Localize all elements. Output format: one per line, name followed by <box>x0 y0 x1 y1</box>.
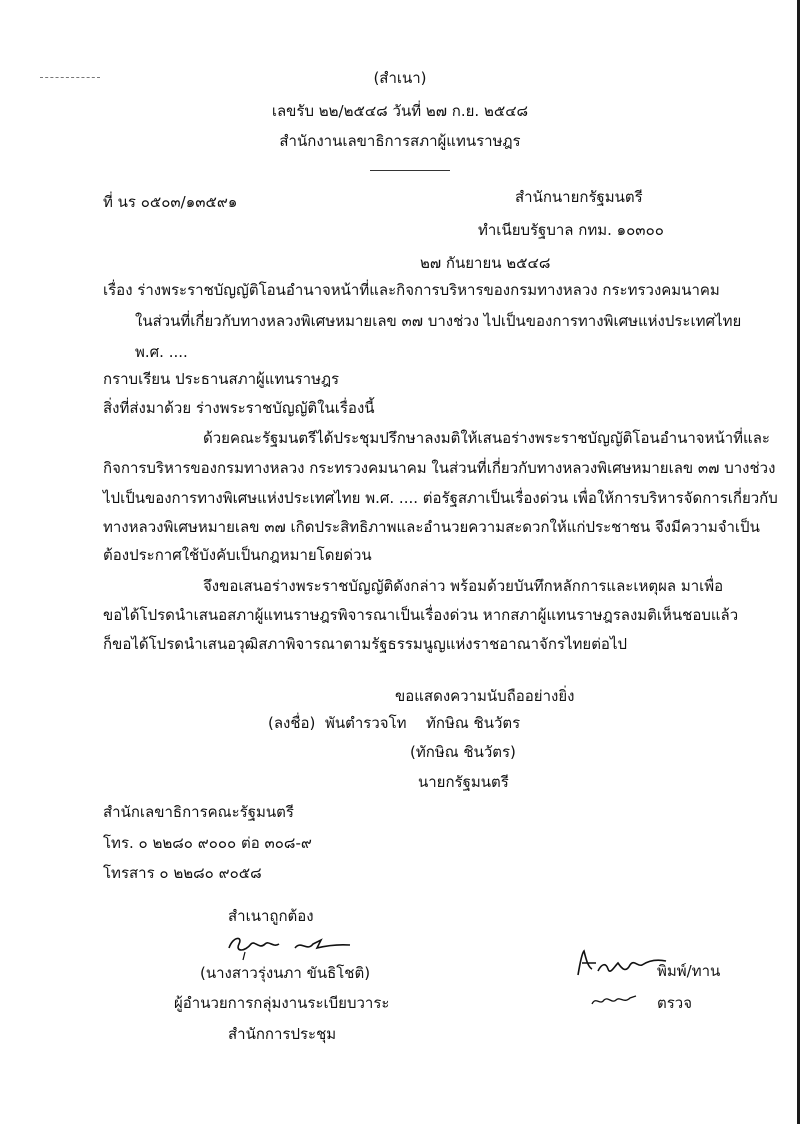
signer-name: ทักษิณ ชินวัตร <box>426 714 521 732</box>
enclosure: สิ่งที่ส่งมาด้วย ร่างพระราชบัญญัติในเรื่องนี้ <box>103 399 375 417</box>
receipt-line: เลขรับ ๒๒/๒๕๔๘ วันที่ ๒๗ ก.ย. ๒๕๔๘ <box>271 102 529 120</box>
contact-fax: โทรสาร ๐ ๒๒๘๐ ๙๐๕๘ <box>103 864 262 882</box>
subject-line-1: เรื่อง ร่างพระราชบัญญัติโอนอำนาจหน้าที่และกิจการบริหารของกรมทางหลวง กระทรวงคมนาคม <box>103 281 720 299</box>
receiving-office: สำนักงานเลขาธิการสภาผู้แทนราษฎร <box>279 132 521 150</box>
body-line: ด้วยคณะรัฐมนตรีได้ประชุมปรึกษาลงมติให้เสนอร่างพระราชบัญญัติโอนอำนาจหน้าที่และ <box>203 429 770 447</box>
signed-prefix: (ลงชื่อ) <box>268 714 316 732</box>
contact-phone: โทร. ๐ ๒๒๘๐ ๙๐๐๐ ต่อ ๓๐๘-๙ <box>103 834 312 852</box>
checked-label: ตรวจ <box>657 994 693 1012</box>
signer-name-parens: (ทักษิณ ชินวัตร) <box>410 743 516 761</box>
typed-label: พิมพ์/ทาน <box>657 962 721 980</box>
certifier-name: (นางสาวรุ่งนภา ขันธิโชติ) <box>200 964 371 982</box>
subject-line-2: ในส่วนที่เกี่ยวกับทางหลวงพิเศษหมายเลข ๓๗ บางช่วง ไปเป็นของการทางพิเศษแห่งประเทศไทย <box>135 312 742 330</box>
checker-initials <box>590 990 640 1010</box>
certifier-office: สำนักการประชุม <box>228 1025 337 1043</box>
closing: ขอแสดงความนับถืออย่างยิ่ง <box>395 687 575 705</box>
body-line: ไปเป็นของการทางพิเศษแห่งประเทศไทย พ.ศ. .... ต่อรัฐสภาเป็นเรื่องด่วน เพื่อให้การบริหารจัดการเกี่ยวกับ <box>103 489 778 507</box>
signer-title: นายกรัฐมนตรี <box>418 773 509 791</box>
body-line: ขอได้โปรดนำเสนอสภาผู้แทนราษฎรพิจารณาเป็นเรื่องด่วน หากสภาผู้แทนราษฎรลงมติเห็นชอบแล้ว <box>103 606 739 624</box>
salutation: กราบเรียน ประธานสภาผู้แทนราษฎร <box>103 370 340 388</box>
body-line: ต้องประกาศใช้บังคับเป็นกฎหมายโดยด่วน <box>103 546 372 564</box>
letter-date: ๒๗ กันยายน ๒๕๔๘ <box>420 254 551 272</box>
contact-office: สำนักเลขาธิการคณะรัฐมนตรี <box>103 803 294 821</box>
body-line: กิจการบริหารของกรมทางหลวง กระทรวงคมนาคม ในส่วนที่เกี่ยวกับทางหลวงพิเศษหมายเลข ๓๗ บางช่วง <box>103 459 776 477</box>
body-line: ก็ขอได้โปรดนำเสนอวุฒิสภาพิจารณาตามรัฐธรรมนูญแห่งราชอาณาจักรไทยต่อไป <box>103 635 628 653</box>
body-line: ทางหลวงพิเศษหมายเลข ๓๗ เกิดประสิทธิภาพและอำนวยความสะดวกให้แก่ประชาชน จึงมีความจำเป็น <box>103 518 760 536</box>
copy-label: (สำเนา) <box>373 69 427 87</box>
subject-line-3: พ.ศ. .... <box>135 343 188 361</box>
certifier-signature <box>225 928 355 962</box>
signer-rank: พันตำรวจโท <box>325 714 407 732</box>
certified-label: สำเนาถูกต้อง <box>228 907 314 925</box>
certifier-position: ผู้อำนวยการกลุ่มงานระเบียบวาระ <box>174 994 390 1012</box>
body-line: จึงขอเสนอร่างพระราชบัญญัติดังกล่าว พร้อมด้วยบันทึกหลักการและเหตุผล มาเพื่อ <box>203 577 724 595</box>
sender-office: สำนักนายกรัฐมนตรี <box>515 188 643 206</box>
reference-number: ที่ นร ๐๕๐๓/๑๓๕๙๑ <box>103 193 238 211</box>
divider <box>370 170 450 171</box>
sender-address: ทำเนียบรัฐบาล กทม. ๑๐๓๐๐ <box>478 221 664 239</box>
